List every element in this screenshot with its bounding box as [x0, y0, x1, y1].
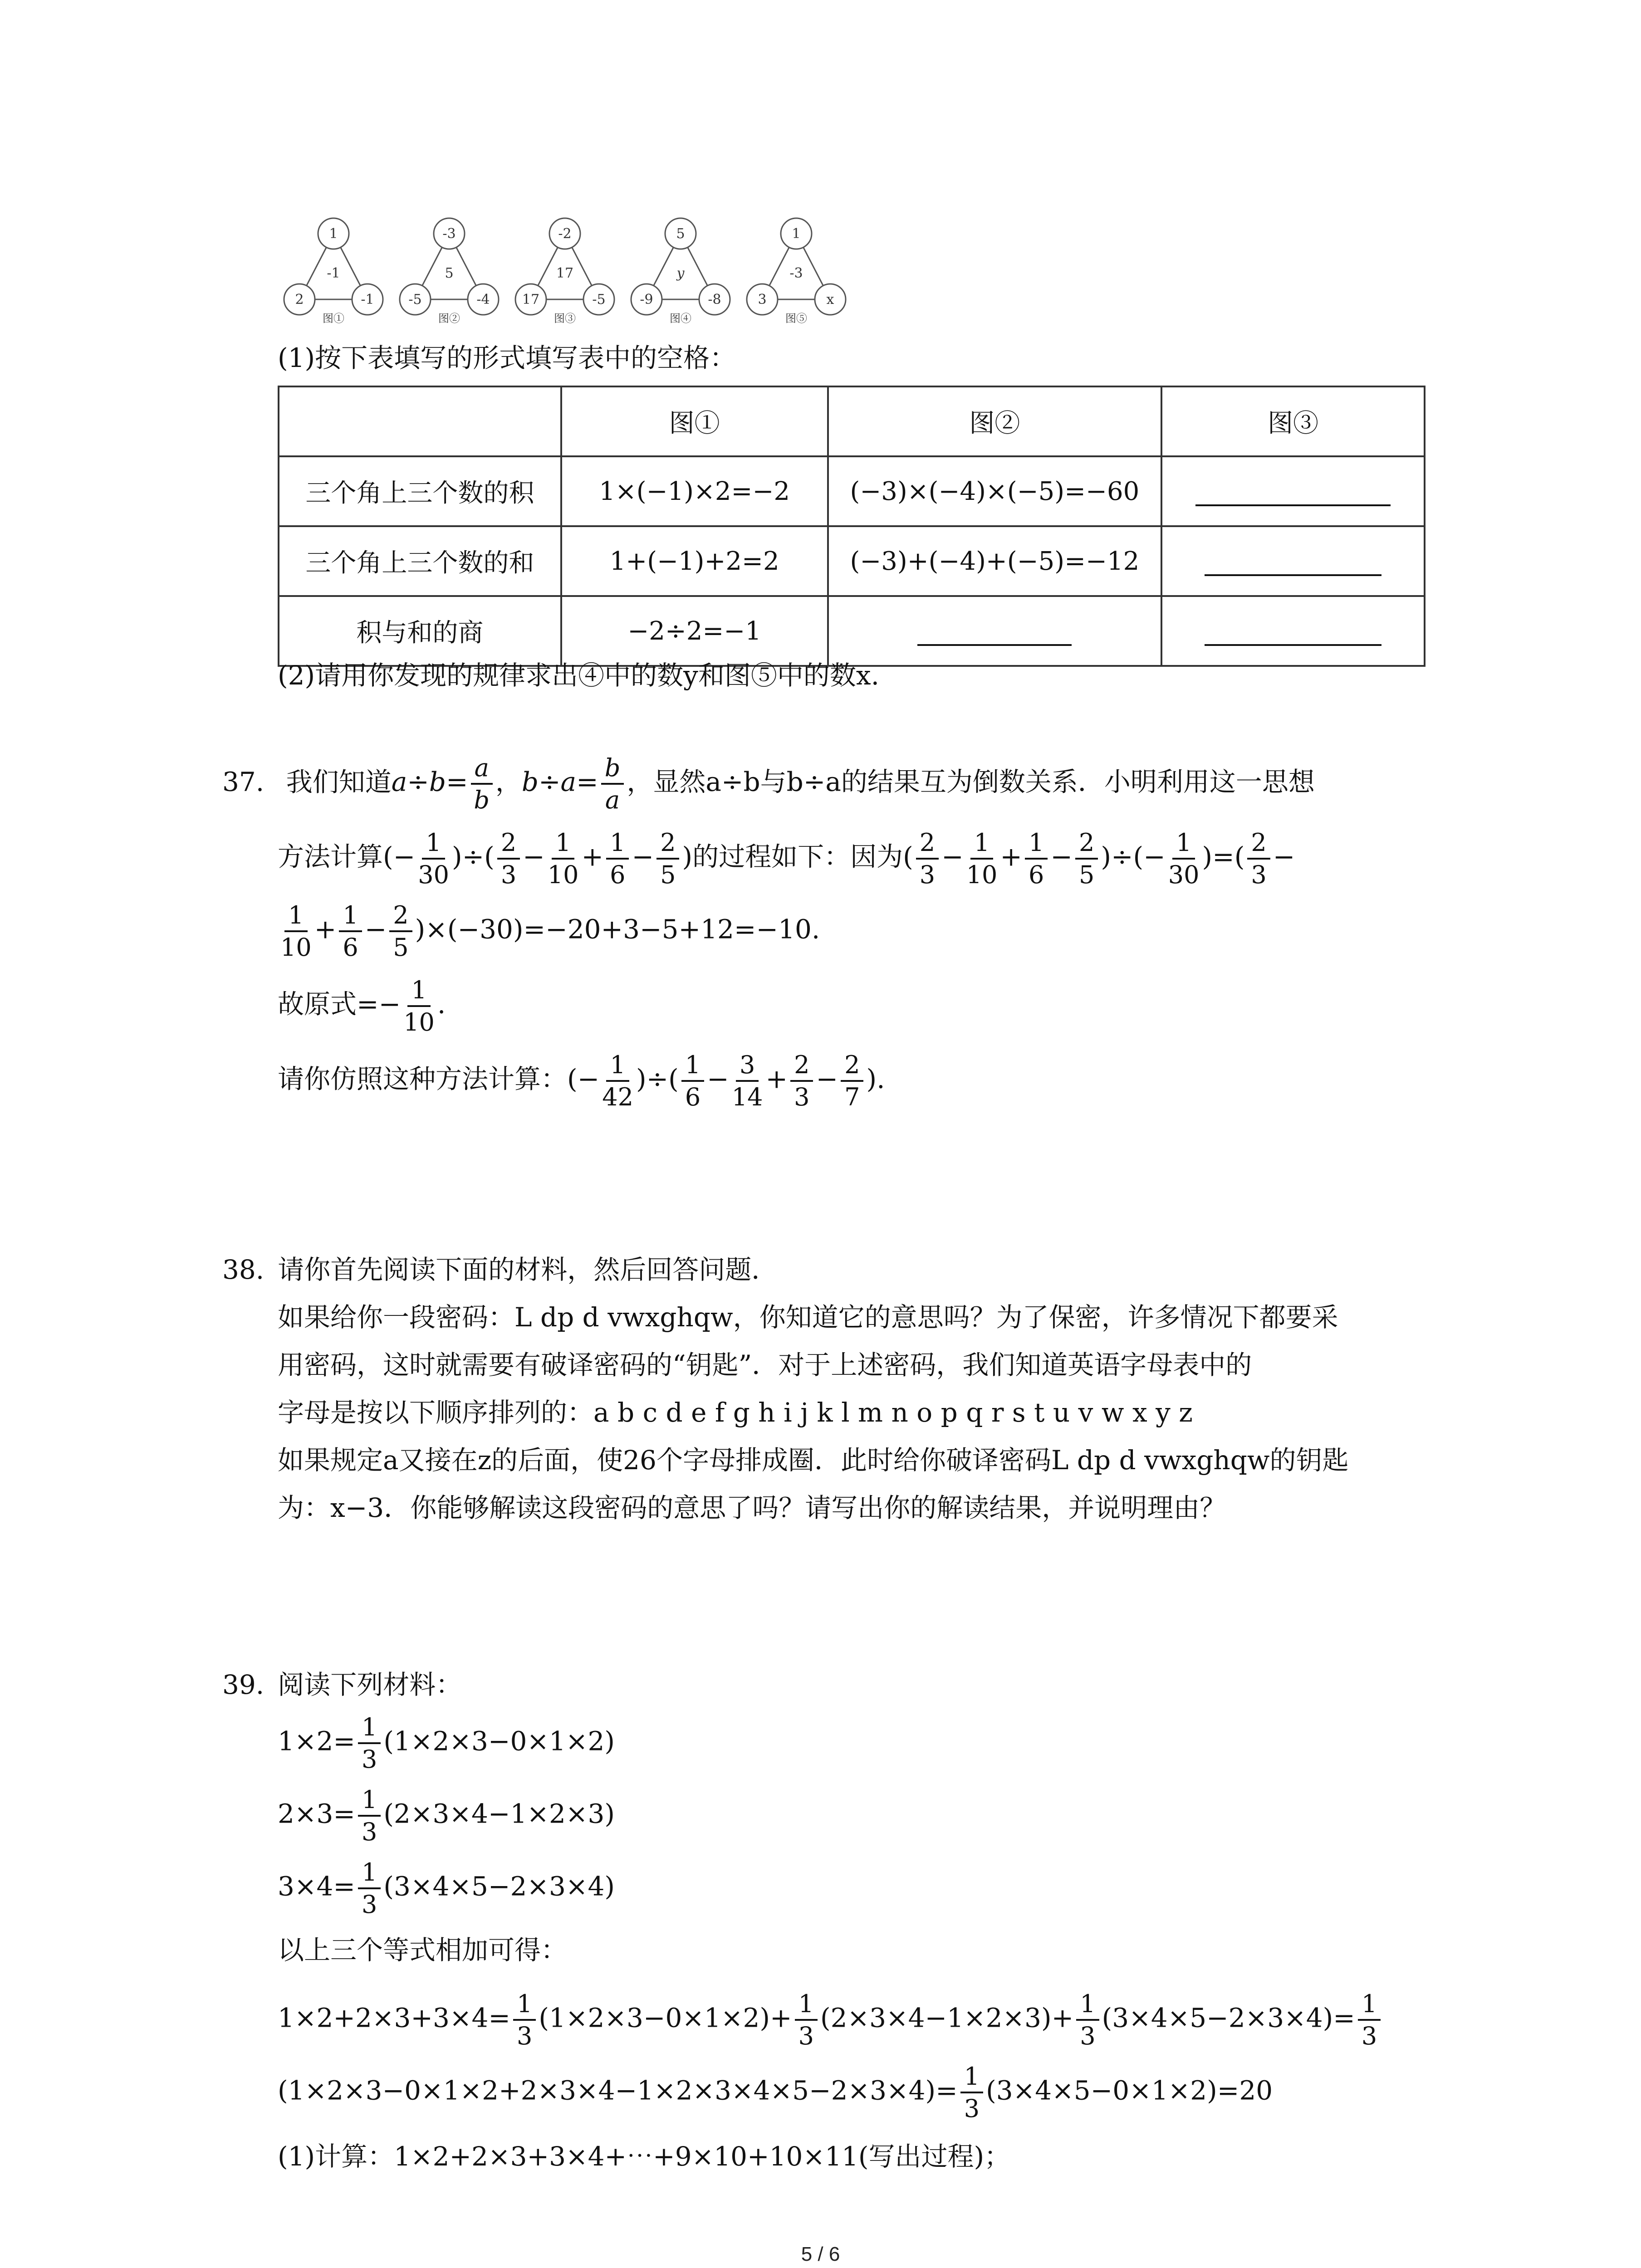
q36-part1: (1)按下表填写的形式填写表中的空格： — [278, 342, 736, 373]
figure-caption: 图② — [438, 312, 460, 325]
q36-table — [278, 386, 1425, 667]
question-number: 37. — [222, 766, 265, 797]
triangle-figures — [272, 213, 871, 331]
fraction: $\frac{2}{5}$ — [389, 903, 412, 960]
q39-sum1: 1×2+2×3+3×4= $\frac{1}{3}$ (1×2×3−0×1×2)+ $\frac{1}{3}$ (2×3×4−1×2×3)+ $\frac{1}{3}$ (3×4×5−2×3×4)= $\frac{1}{3}$ — [278, 1991, 1383, 2049]
q38-line4: 字母是按以下顺序排列的：a b c d e f g h i j k l m n o p q r s t u v w x y z — [278, 1397, 1193, 1428]
fraction: $\frac{1}{3}$ — [358, 1715, 381, 1772]
fraction: $\frac{1}{6}$ — [606, 830, 629, 888]
fraction: $\frac{2}{3}$ — [916, 830, 939, 888]
answer-blank-cell — [1161, 526, 1425, 596]
center-label: -1 — [327, 265, 340, 281]
fraction: $\frac{1}{3}$ — [358, 1787, 381, 1845]
q37-line5: 请你仿照这种方法计算：(− $\frac{1}{42}$ )÷( $\frac{1}{6}$ − $\frac{3}{14}$ + $\frac{2}{3}$ − $\frac{2}{7}$ ). — [278, 1051, 885, 1111]
figure-caption: 图① — [323, 312, 344, 325]
fraction: $\frac{1}{30}$ — [418, 828, 449, 889]
fraction: $\frac{2}{3}$ — [497, 830, 520, 888]
left-node-label: 17 — [522, 292, 540, 308]
answer-blank-cell — [828, 596, 1162, 666]
fraction: $\frac{2}{3}$ — [790, 1052, 813, 1110]
fraction: $\frac{2}{3}$ — [1247, 830, 1270, 888]
answer-blank[interactable] — [917, 619, 1072, 646]
table-row — [279, 456, 1425, 526]
top-node-label: -2 — [558, 226, 572, 242]
fraction: $\frac{1}{3}$ — [358, 1860, 381, 1917]
answer-blank-cell — [1161, 456, 1425, 526]
table-header-cell: 图① — [561, 386, 828, 456]
row-label: 三个角上三个数的和 — [279, 526, 561, 596]
answer-blank[interactable] — [1205, 549, 1381, 576]
center-label: 17 — [556, 265, 574, 281]
question-number: 39. — [222, 1669, 265, 1700]
q37-line4: 故原式=− $\frac{1}{10}$ . — [278, 976, 446, 1036]
fraction: $\frac{1}{10}$ — [547, 828, 579, 889]
fraction: $\frac{2}{5}$ — [1075, 830, 1098, 888]
row-label: 积与和的商 — [279, 596, 561, 666]
fraction: $\frac{1}{3}$ — [795, 1991, 818, 2049]
table-cell: −2÷2=−1 — [561, 596, 828, 666]
fraction: $\frac{1}{3}$ — [513, 1991, 536, 2049]
fraction: $\frac{1}{3}$ — [1076, 1991, 1099, 2049]
triangle-figure — [400, 218, 499, 325]
page-number: 5 / 6 — [801, 2243, 840, 2265]
right-node-label: -8 — [708, 292, 721, 308]
table-cell: (−3)+(−4)+(−5)=−12 — [828, 526, 1162, 596]
fraction: $\frac{1}{10}$ — [966, 828, 998, 889]
table-header-row — [279, 386, 1425, 456]
top-node-label: -3 — [442, 226, 456, 242]
top-node-label: 1 — [792, 226, 801, 242]
q38-line6: 为：x−3．你能够解读这段密码的意思了吗？请写出你的解读结果，并说明理由？ — [278, 1492, 1226, 1523]
fraction: $\frac{a}{b}$ — [471, 755, 493, 813]
left-node-label: -9 — [640, 292, 653, 308]
fraction: $\frac{1}{10}$ — [280, 901, 312, 962]
top-node-label: 5 — [676, 226, 685, 242]
top-node-label: 1 — [329, 226, 338, 242]
q39-part1: (1)计算：1×2+2×3+3×4+⋯+9×10+10×11(写出过程)； — [278, 2141, 1011, 2172]
math-span: b÷a= — [521, 766, 598, 797]
text-span: 我们知道 — [286, 766, 392, 797]
q39-eq1: 1×2= $\frac{1}{3}$ (1×2×3−0×1×2) — [278, 1713, 615, 1774]
right-node-label: x — [826, 292, 834, 308]
q38-line2: 如果给你一段密码：L dp d vwxghqw，你知道它的意思吗？为了保密，许多情况下都要采 — [278, 1302, 1338, 1333]
q37-line2: 方法计算(− $\frac{1}{30}$ )÷( $\frac{2}{3}$ − $\frac{1}{10}$ + $\frac{1}{6}$ − $\frac{2}{5}$ )的过程如下：因为( $\frac{2}{3}$ − $\frac{1}{10}$ + $\frac{1}{6}$ − $\frac{2}{5}$ )÷(− $\frac{1}{30}$ )=( $\frac{2}{3}$ − — [278, 828, 1295, 889]
fraction: $\frac{1}{30}$ — [1168, 828, 1200, 889]
figure-caption: 图⑤ — [785, 312, 807, 325]
answer-blank[interactable] — [1195, 479, 1391, 506]
fraction: $\frac{b}{a}$ — [601, 755, 624, 813]
center-label: 5 — [445, 265, 454, 281]
fraction: $\frac{2}{5}$ — [656, 830, 679, 888]
fraction: $\frac{1}{6}$ — [1025, 830, 1048, 888]
triangle-figure — [747, 218, 846, 325]
triangle-figure — [515, 218, 614, 325]
q39-line1: 39. 阅读下列材料： — [222, 1669, 462, 1700]
answer-blank-cell — [1161, 596, 1425, 666]
answer-blank[interactable] — [1205, 619, 1381, 646]
row-label: 三个角上三个数的积 — [279, 456, 561, 526]
fraction: $\frac{1}{6}$ — [681, 1052, 704, 1110]
text-span: ，显然a÷b与b÷a的结果互为倒数关系．小明利用这一思想 — [627, 766, 1315, 797]
q38-line5: 如果规定a又接在z的后面，使26个字母排成圈．此时给你破译密码L dp d vwxghqw的钥匙 — [278, 1445, 1349, 1476]
fraction: $\frac{1}{42}$ — [602, 1051, 633, 1111]
figure-caption: 图③ — [554, 312, 576, 325]
table-header-cell: 图② — [828, 386, 1162, 456]
center-label: -3 — [789, 265, 803, 281]
figure-caption: 图④ — [670, 312, 691, 325]
q39-eq2: 2×3= $\frac{1}{3}$ (2×3×4−1×2×3) — [278, 1785, 615, 1846]
q38-line3: 用密码，这时就需要有破译密码的“钥匙”．对于上述密码，我们知道英语字母表中的 — [278, 1349, 1252, 1380]
fraction: $\frac{1}{3}$ — [1358, 1991, 1381, 2049]
question-number: 38. — [222, 1254, 265, 1285]
table-cell: (−3)×(−4)×(−5)=−60 — [828, 456, 1162, 526]
left-node-label: 2 — [295, 292, 304, 308]
right-node-label: -5 — [592, 292, 606, 308]
table-row — [279, 526, 1425, 596]
fraction: $\frac{1}{6}$ — [339, 903, 362, 960]
triangle-figure — [284, 218, 383, 325]
q38-line1: 38. 请你首先阅读下面的材料，然后回答问题． — [222, 1254, 778, 1285]
fraction: $\frac{2}{7}$ — [841, 1052, 863, 1110]
q36-part2: (2)请用你发现的规律求出④中的数y和图⑤中的数x. — [278, 660, 880, 691]
triangle-figure — [631, 218, 730, 325]
right-node-label: -4 — [476, 292, 490, 308]
right-node-label: -1 — [361, 292, 374, 308]
q37-line3: $\frac{1}{10}$ + $\frac{1}{6}$ − $\frac{2}{5}$ )×(−30)=−20+3−5+12=−10. — [280, 901, 820, 962]
q37-line1: 37. 我们知道a÷b= $\frac{a}{b}$ ，b÷a= $\frac{b}{a}$ ，显然a÷b与b÷a的结果互为倒数关系．小明利用这一思想 — [222, 753, 1315, 814]
q39-add-line: 以上三个等式相加可得： — [278, 1935, 568, 1965]
math-span: a÷b= — [391, 766, 468, 797]
q39-eq3: 3×4= $\frac{1}{3}$ (3×4×5−2×3×4) — [278, 1858, 615, 1919]
q39-sum2: (1×2×3−0×1×2+2×3×4−1×2×3×4×5−2×3×4)= $\frac{1}{3}$ (3×4×5−0×1×2)=20 — [278, 2062, 1273, 2123]
left-node-label: -5 — [408, 292, 422, 308]
table-header-cell — [279, 386, 561, 456]
table-header-cell: 图③ — [1161, 386, 1425, 456]
table-row — [279, 596, 1425, 666]
table-cell: 1+(−1)+2=2 — [561, 526, 828, 596]
left-node-label: 3 — [758, 292, 767, 308]
table-cell: 1×(−1)×2=−2 — [561, 456, 828, 526]
fraction: $\frac{1}{3}$ — [960, 2064, 983, 2121]
fraction: $\frac{1}{10}$ — [403, 976, 435, 1036]
center-label: y — [676, 265, 685, 281]
fraction: $\frac{3}{14}$ — [731, 1051, 763, 1111]
